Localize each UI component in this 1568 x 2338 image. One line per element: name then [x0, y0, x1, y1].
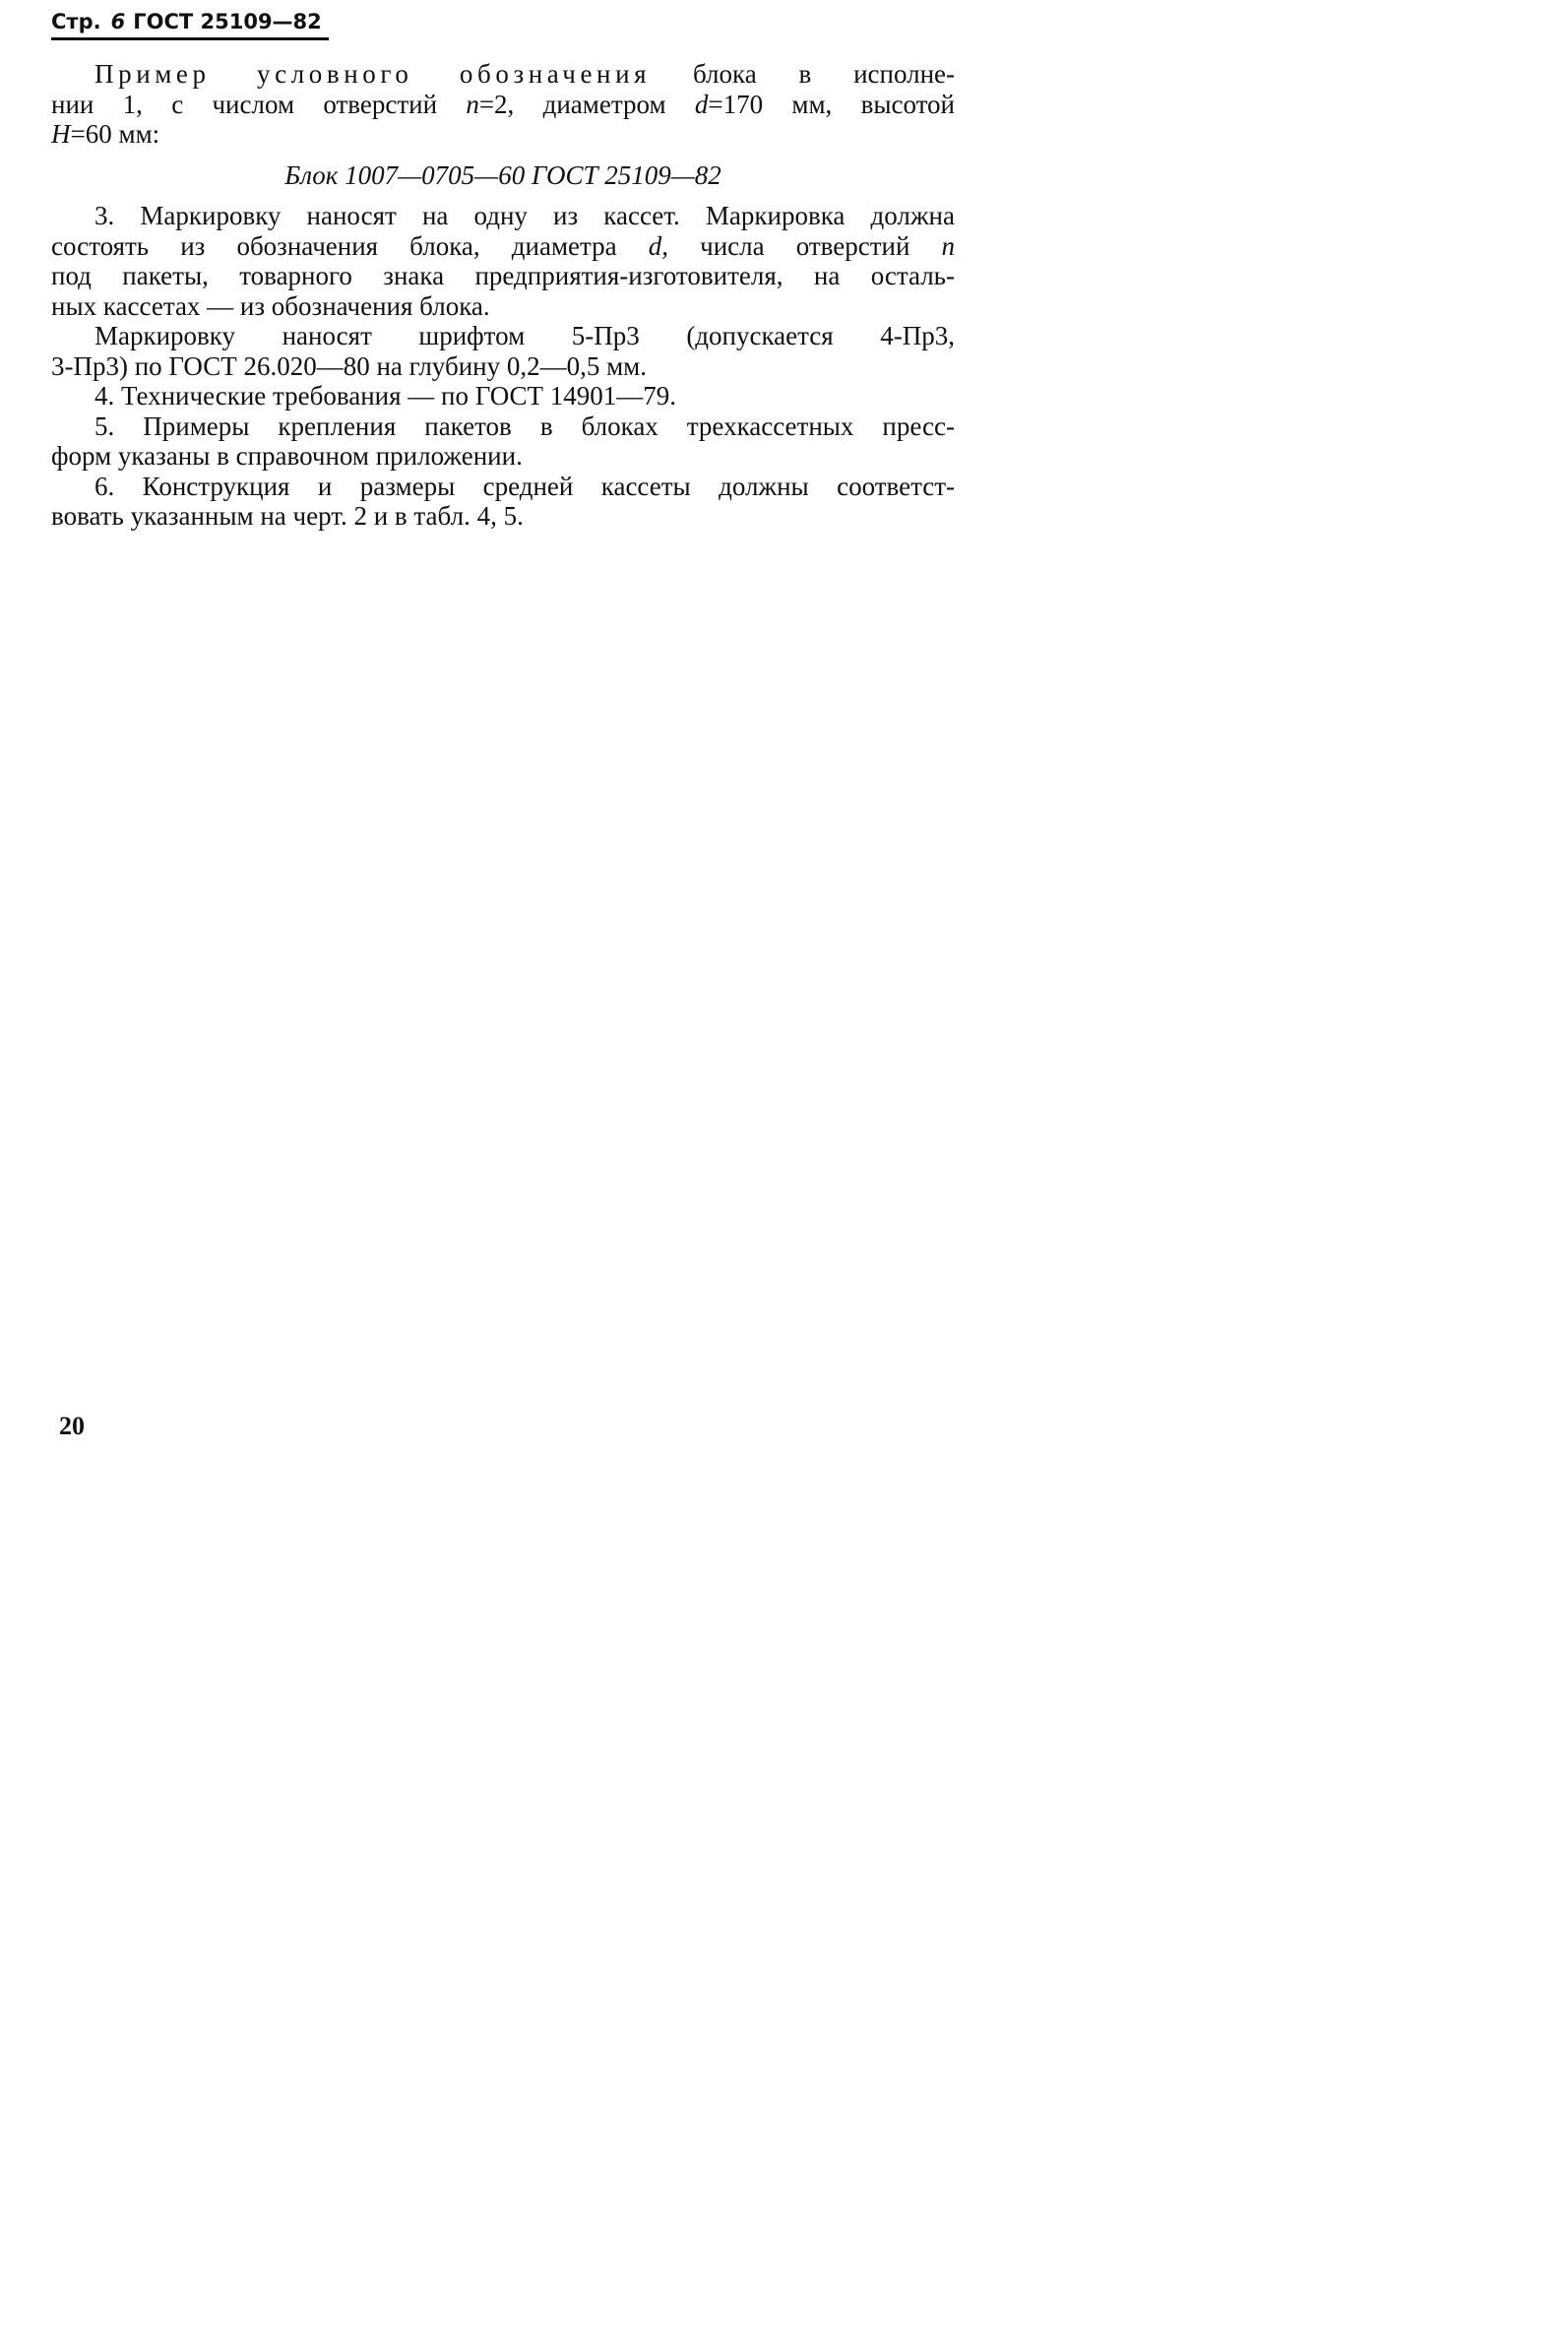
item-3-line-4: ных кассетах — из обозначения блока.: [51, 290, 490, 321]
header-rule: [51, 37, 329, 40]
block-designation: Блок 1007—0705—60 ГОСТ 25109—82: [284, 159, 721, 190]
example-line-3: H=60 мм:: [51, 119, 160, 149]
page-number: 20: [59, 1412, 85, 1440]
header-prefix: Стр.: [51, 10, 101, 33]
example-line-1: Пример условного обозначения блока в исполне-: [94, 59, 956, 89]
document-body: [51, 59, 955, 532]
example-line-2: нии 1, с числом отверстий n=2, диаметром d=170 мм, высотой: [51, 89, 955, 119]
item-3-line-3: под пакеты, товарного знака предприятия-изготовителя, на осталь-: [51, 261, 955, 290]
item-6-line-2: вовать указанным на черт. 2 и в табл. 4, 5.: [51, 501, 524, 531]
document-page: [0, 0, 1028, 1544]
item-4: 4. Технические требования — по ГОСТ 14901—79.: [94, 381, 677, 411]
font-line-1: Маркировку наносят шрифтом 5-Пр3 (допускается 4-Пр3,: [94, 321, 955, 350]
header-standard: ГОСТ 25109—82: [133, 10, 322, 33]
item-6-line-1: 6. Конструкция и размеры средней кассеты должны соответст-: [94, 471, 955, 501]
font-line-2: 3-Пр3) по ГОСТ 26.020—80 на глубину 0,2—0,5 мм.: [51, 350, 648, 381]
item-3-line-2: состоять из обозначения блока, диаметра d, числа отверстий n: [51, 230, 956, 261]
running-header: [51, 8, 322, 35]
item-5-line-2: форм указаны в справочном приложении.: [51, 441, 523, 471]
header-page-number: 6: [110, 10, 126, 33]
item-5-line-1: 5. Примеры крепления пакетов в блоках трехкассетных пресс-: [94, 411, 955, 441]
item-3-line-1: 3. Маркировку наносят на одну из кассет. Маркировка должна: [94, 201, 955, 230]
